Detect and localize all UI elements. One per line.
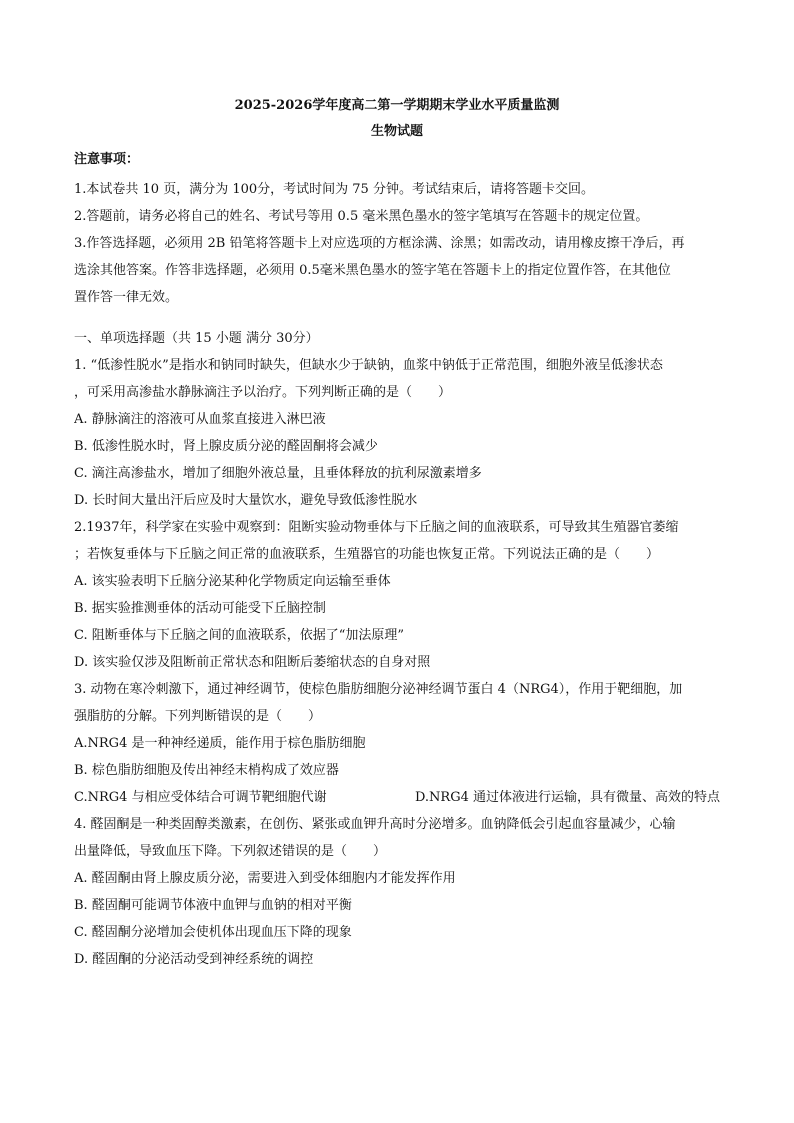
notice-line: 1.本试卷共 10 页，满分为 100分，考试时间为 75 分钟。考试结束后，请将答题卡交回。 [74,182,594,197]
question-stem: 2.1937年，科学家在实验中观察到：阻断实验动物垂体与下丘脑之间的血液联系，可导致其生殖器官萎缩 [74,520,679,535]
option-d: D. 长时间大量出汗后应及时大量饮水，避免导致低渗性脱水 [74,493,418,508]
question-stem: 4. 醛固酮是一种类固醇类激素，在创伤、紧张或血钾升高时分泌增多。血钠降低会引起血容量减少，心输 [74,817,676,832]
notice-line: 3.作答选择题，必须用 2B 铅笔将答题卡上对应选项的方框涂满、涂黑；如需改动，请用橡皮擦干净后，再 [74,236,685,251]
question-stem: 3. 动物在寒冷刺激下，通过神经调节，使棕色脂肪细胞分泌神经调节蛋白 4（NRG4），作用于靶细胞，加 [74,682,683,697]
question-4 [74,811,720,973]
option-c: C. 滴注高渗盐水，增加了细胞外液总量，且垂体释放的抗利尿激素增多 [74,466,482,481]
section-heading: 一、单项选择题（共 15 小题 满分 30分） [74,331,319,346]
notice-heading: 注意事项： [74,152,140,167]
page-title: 2025-2026学年度高二第一学期期末学业水平质量监测 [234,98,560,113]
option-b: B. 醛固酮可能调节体液中血钾与血钠的相对平衡 [74,898,352,913]
option-d: D. 该实验仅涉及阻断前正常状态和阻断后萎缩状态的自身对照 [74,655,431,670]
option-pair-row [74,784,720,811]
question-stem: 强脂肪的分解。下列判断错误的是（ ） [74,709,322,724]
question-2 [74,514,720,676]
option-c: C. 阻断垂体与下丘脑之间的血液联系，依据了“加法原理” [74,628,405,643]
question-stem: 出量降低，导致血压下降。下列叙述错误的是（ ） [74,844,387,859]
question-3 [74,676,720,811]
question-1 [74,352,720,514]
question-stem: ，可采用高渗盐水静脉滴注予以治疗。下列判断正确的是（ ） [74,385,452,400]
option-b: B. 棕色脂肪细胞及传出神经末梢构成了效应器 [74,763,339,778]
notice-line: 2.答题前，请务必将自己的姓名、考试号等用 0.5 毫米黑色墨水的签字笔填写在答题卡的规定位置。 [74,209,649,224]
option-c: C. 醛固酮分泌增加会使机体出现血压下降的现象 [74,925,352,940]
page-subtitle: 生物试题 [370,124,423,139]
option-c: C.NRG4 与相应受体结合可调节靶细胞代谢 [74,790,327,805]
notice-line: 置作答一律无效。 [74,290,179,305]
option-a: A. 该实验表明下丘脑分泌某种化学物质定向运输至垂体 [74,574,391,589]
notice-line: 选涂其他答案。作答非选择题，必须用 0.5毫米黑色墨水的签字笔在答题卡上的指定位置作答，在其他位 [74,263,671,278]
option-d: D.NRG4 通过体液进行运输，具有微量、高效的特点 [414,790,720,805]
option-b: B. 低渗性脱水时，肾上腺皮质分泌的醛固酮将会减少 [74,439,378,454]
question-stem: 1. “低渗性脱水”是指水和钠同时缺失，但缺水少于缺钠，血浆中钠低于正常范围，细胞外液呈低渗状态 [74,358,663,373]
question-stem: ；若恢复垂体与下丘脑之间正常的血液联系，生殖器官的功能也恢复正常。下列说法正确的是（ ） [74,547,660,562]
option-b: B. 据实验推测垂体的活动可能受下丘脑控制 [74,601,326,616]
option-a: A. 静脉滴注的溶液可从血浆直接进入淋巴液 [74,412,326,427]
option-d: D. 醛固酮的分泌活动受到神经系统的调控 [74,952,314,967]
option-a: A.NRG4 是一种神经递质，能作用于棕色脂肪细胞 [74,736,366,751]
notice-block [74,150,720,311]
option-a: A. 醛固酮由肾上腺皮质分泌，需要进入到受体细胞内才能发挥作用 [74,871,456,886]
